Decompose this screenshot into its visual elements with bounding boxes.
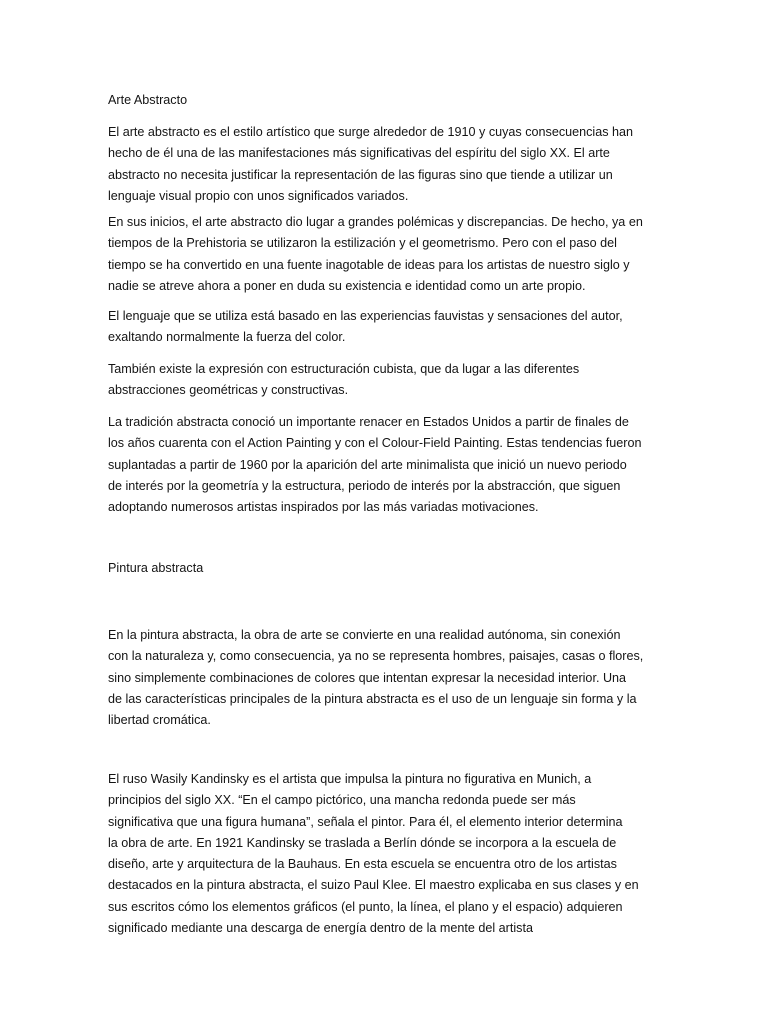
text-line: sino simplemente combinaciones de colores que intentan expresar la necesidad interior. Una (108, 670, 627, 685)
paragraph-painting-1 (108, 625, 663, 731)
paragraph-intro-3 (108, 306, 663, 349)
text-line: con la naturaleza y, como consecuencia, ya no se representa hombres, paisajes, casas o flores, (108, 649, 644, 664)
text-line: destacados en la pintura abstracta, el suizo Paul Klee. El maestro explicaba en sus clases y en (108, 878, 639, 893)
text-line: suplantadas a partir de 1960 por la aparición del arte minimalista que inició un nuevo periodo (108, 457, 627, 472)
text-line: los años cuarenta con el Action Painting y con el Colour-Field Painting. Estas tendencias fueron (108, 436, 642, 451)
text-line: hecho de él una de las manifestaciones más significativas del espíritu del siglo XX. El arte (108, 146, 610, 161)
text-line: sus escritos cómo los elementos gráficos (el punto, la línea, el plano y el espacio) adquieren (108, 899, 623, 914)
text-line: significativa que una figura humana”, señala el pintor. Para él, el elemento interior determina (108, 814, 623, 829)
text-line: abstracciones geométricas y constructivas. (108, 383, 349, 398)
text-line: libertad cromática. (108, 713, 211, 728)
text-line: El ruso Wasily Kandinsky es el artista que impulsa la pintura no figurativa en Munich, a (108, 772, 592, 786)
text-line: principios del siglo XX. “En el campo pictórico, una mancha redonda puede ser más (108, 793, 576, 808)
text-line: exaltando normalmente la fuerza del color. (108, 330, 346, 345)
text-line: adoptando numerosos artistas inspirados por las más variadas motivaciones. (108, 500, 539, 515)
paragraph-painting-2 (108, 769, 663, 939)
paragraph-intro-4 (108, 359, 663, 402)
section-heading: Pintura abstracta (108, 561, 204, 575)
text-line: También existe la expresión con estructuración cubista, que da lugar a las diferentes (108, 362, 580, 376)
page-title: Arte Abstracto (108, 93, 188, 107)
text-line: El lenguaje que se utiliza está basado en las experiencias fauvistas y sensaciones del autor, (108, 309, 623, 323)
paragraph-intro-5 (108, 412, 663, 518)
text-line: En sus inicios, el arte abstracto dio lugar a grandes polémicas y discrepancias. De hecho, ya en (108, 215, 643, 229)
text-line: la obra de arte. En 1921 Kandinsky se traslada a Berlín dónde se incorpora a la escuela de (108, 835, 617, 850)
text-line: En la pintura abstracta, la obra de arte se convierte en una realidad autónoma, sin conexión (108, 628, 621, 642)
text-line: lenguaje visual propio con unos significados variados. (108, 188, 409, 203)
text-line: tiempos de la Prehistoria se utilizaron la estilización y el geometrismo. Pero con el paso del (108, 236, 617, 251)
paragraph-intro-2 (108, 212, 663, 297)
text-line: de interés por la geometría y la estructura, periodo de interés por la abstracción, que siguen (108, 478, 621, 493)
paragraph-intro-1 (108, 122, 663, 207)
text-line: tiempo se ha convertido en una fuente inagotable de ideas para los artistas de nuestro siglo y (108, 257, 630, 272)
text-line: nadie se atreve ahora a poner en duda su existencia e identidad como un arte propio. (108, 278, 586, 293)
text-line: de las características principales de la pintura abstracta es el uso de un lenguaje sin forma y la (108, 691, 637, 706)
text-line: diseño, arte y arquitectura de la Bauhaus. En esta escuela se encuentra otro de los artistas (108, 857, 617, 872)
text-line: significado mediante una descarga de energía dentro de la mente del artista (108, 921, 533, 936)
text-line: abstracto no necesita justificar la representación de las figuras sino que tiende a utilizar un (108, 167, 613, 182)
text-line: La tradición abstracta conoció un importante renacer en Estados Unidos a partir de finales de (108, 415, 629, 429)
text-line: El arte abstracto es el estilo artístico que surge alrededor de 1910 y cuyas consecuencias han (108, 125, 634, 139)
